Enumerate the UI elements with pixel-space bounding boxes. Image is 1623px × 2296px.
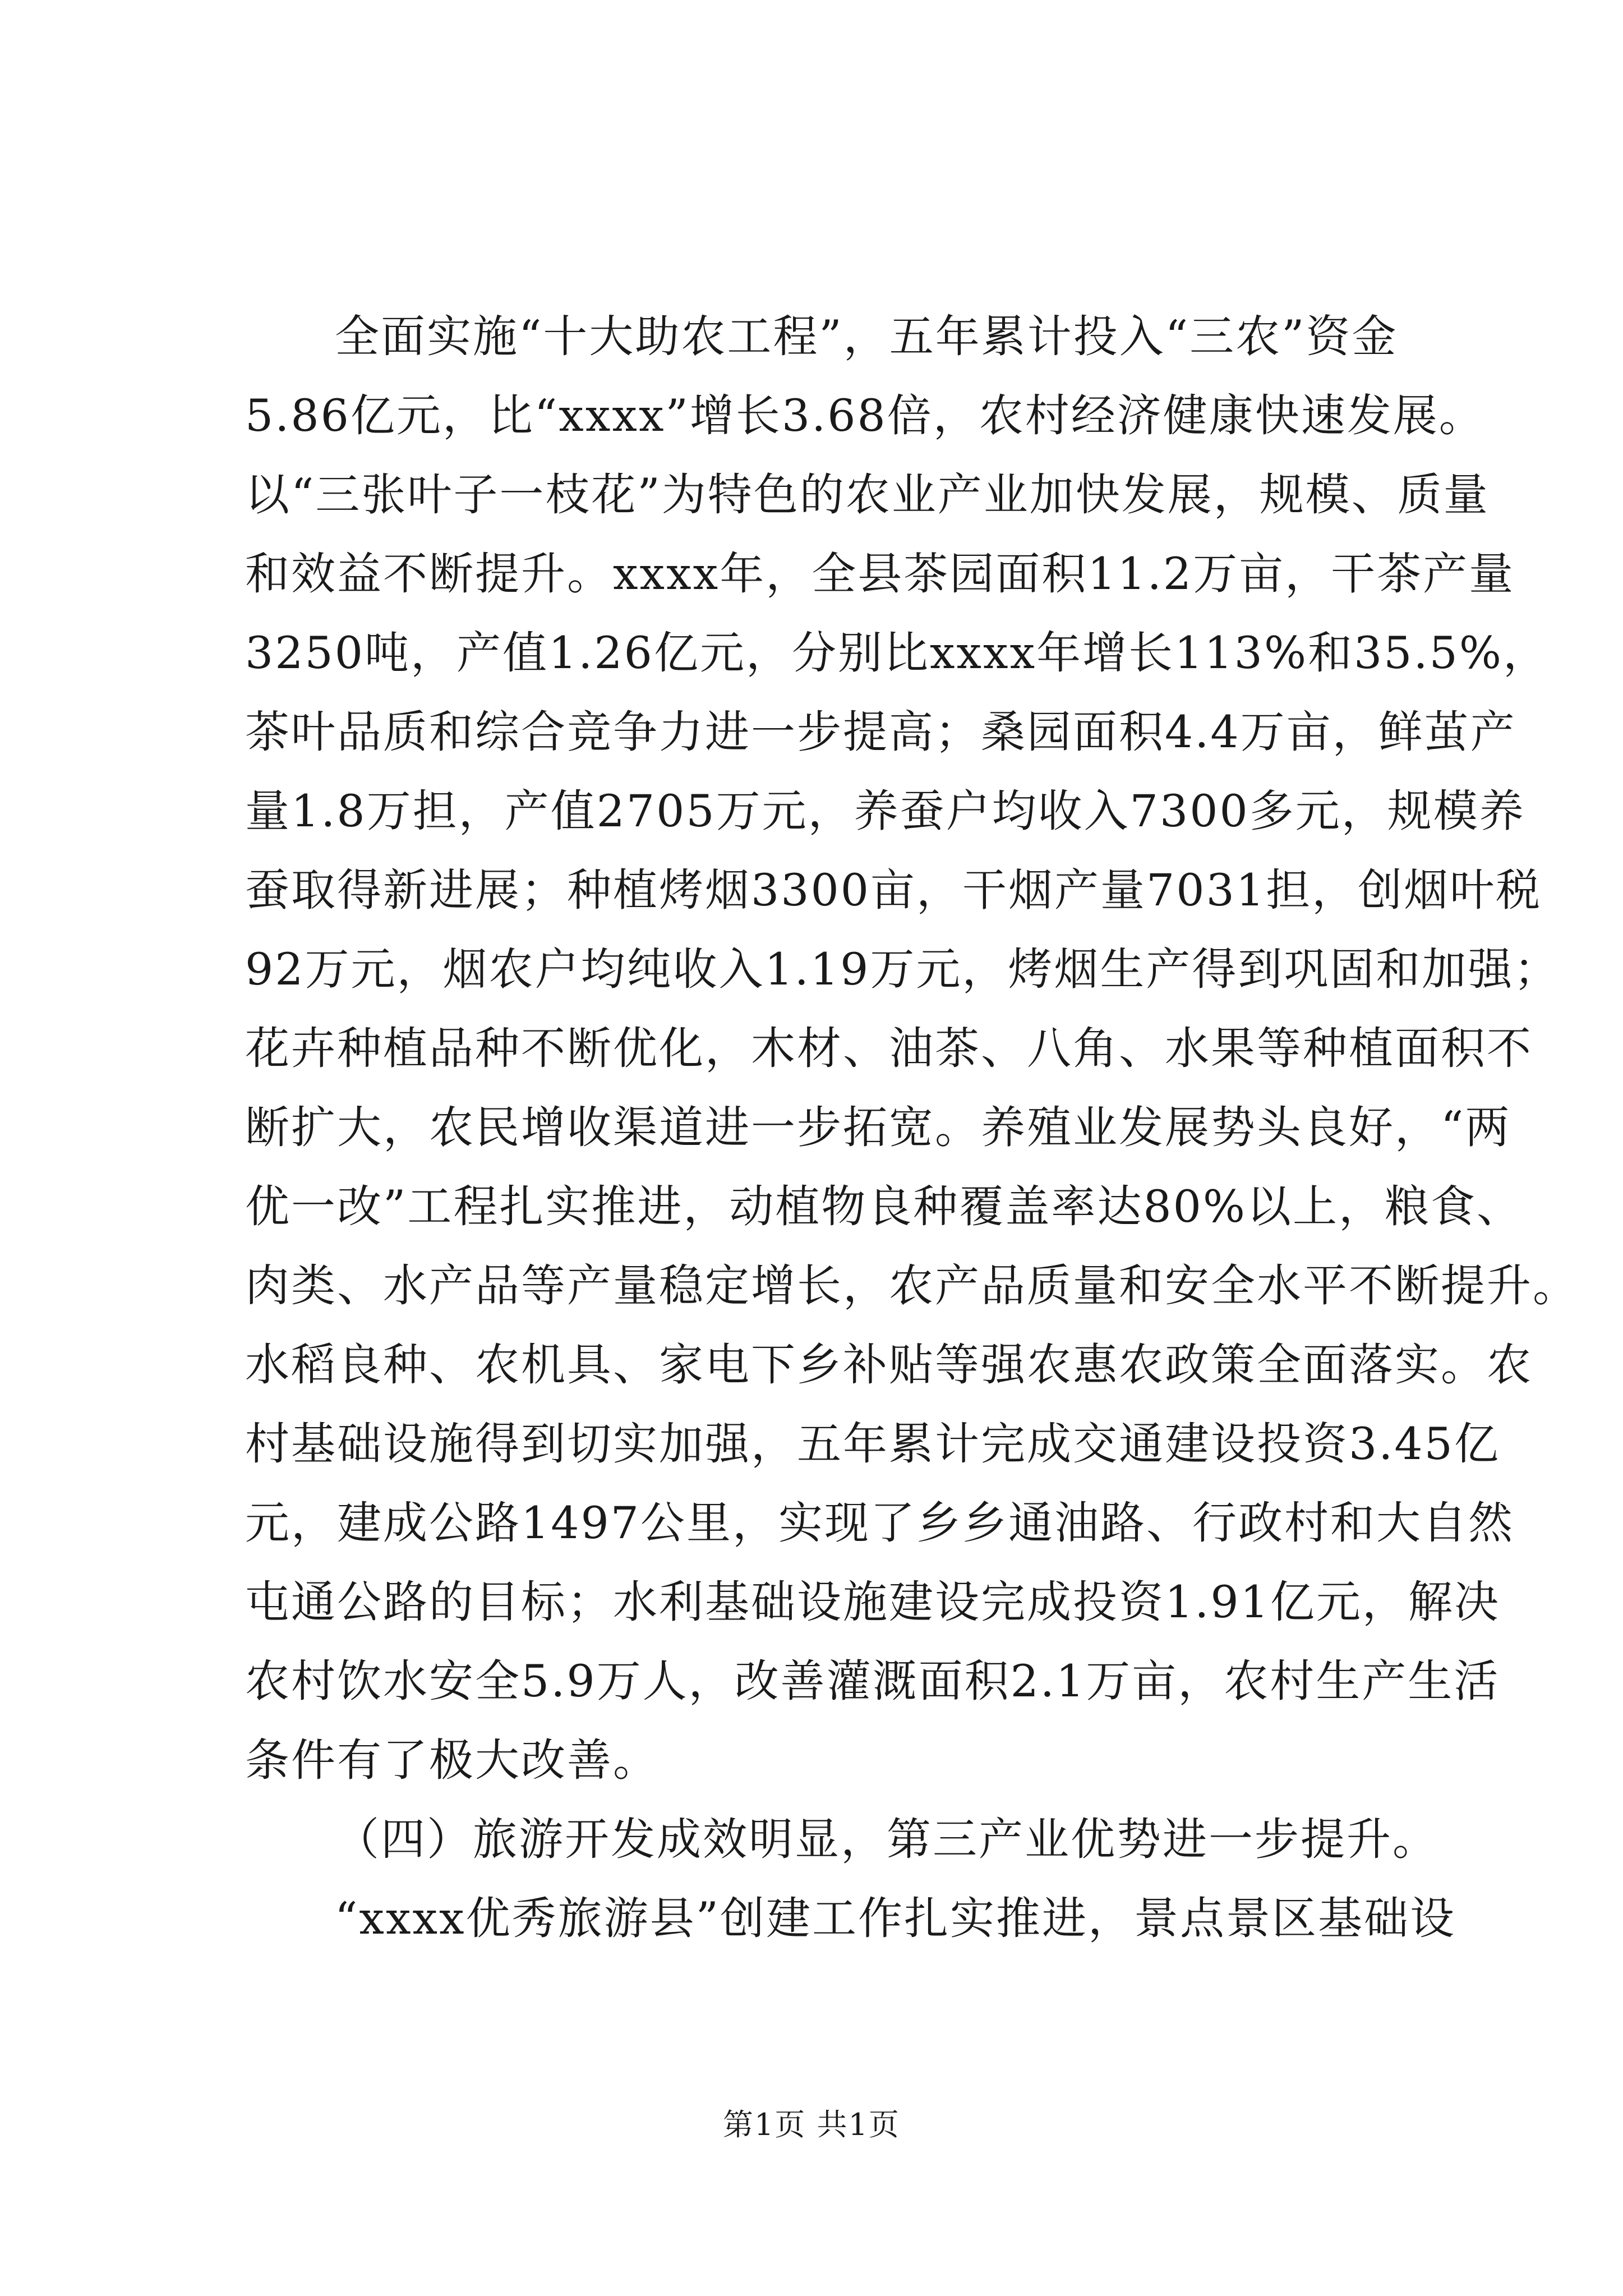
- text-line: 量1.8万担，产值2705万元，养蚕户均收入7300多元，规模养: [245, 785, 1525, 837]
- text-line: 优一改”工程扎实推进，动植物良种覆盖率达80%以上，粮食、: [245, 1181, 1523, 1232]
- text-line: 条件有了极大改善。: [245, 1734, 659, 1786]
- text-line: 茶叶品质和综合竞争力进一步提高；桑园面积4.4万亩，鲜茧产: [245, 706, 1516, 758]
- text-line: 花卉种植品种不断优化，木材、油茶、八角、水果等种植面积不: [245, 1023, 1533, 1074]
- text-line: 和效益不断提升。xxxx年，全县茶园面积11.2万亩，干茶产量: [245, 548, 1515, 600]
- text-line: 屯通公路的目标；水利基础设施建设完成投资1.91亿元，解决: [245, 1576, 1500, 1628]
- text-line: 蚕取得新进展；种植烤烟3300亩，干烟产量7031担，创烟叶税: [245, 864, 1542, 916]
- text-line: 元，建成公路1497公里，实现了乡乡通油路、行政村和大自然: [245, 1497, 1515, 1549]
- text-line: 3250吨，产值1.26亿元，分别比xxxx年增长113%和35.5%，: [245, 627, 1549, 679]
- text-line: 断扩大，农民增收渠道进一步拓宽。养殖业发展势头良好，“两: [245, 1102, 1511, 1153]
- document-body: [245, 297, 1579, 1958]
- text-line: 5.86亿元，比“xxxx”增长3.68倍，农村经济健康快速发展。: [245, 390, 1485, 441]
- text-line: “xxxx优秀旅游县”创建工作扎实推进，景点景区基础设: [335, 1893, 1456, 1944]
- text-line: 以“三张叶子一枝花”为特色的农业产业加快发展，规模、质量: [245, 469, 1490, 521]
- text-line: 全面实施“十大助农工程”，五年累计投入“三农”资金: [335, 311, 1398, 362]
- page-number-footer: 第1页 共1页: [723, 2107, 900, 2142]
- text-line: 村基础设施得到切实加强，五年累计完成交通建设投资3.45亿: [245, 1418, 1500, 1470]
- section-heading: （四）旅游开发成效明显，第三产业优势进一步提升。: [335, 1814, 1438, 1865]
- text-line: 农村饮水安全5.9万人，改善灌溉面积2.1万亩，农村生产生活: [245, 1655, 1500, 1707]
- text-line: 肉类、水产品等产量稳定增长，农产品质量和安全水平不断提升。: [245, 1260, 1579, 1312]
- text-line: 水稻良种、农机具、家电下乡补贴等强农惠农政策全面落实。农: [245, 1339, 1533, 1391]
- text-line: 92万元，烟农户均纯收入1.19万元，烤烟生产得到巩固和加强；: [245, 944, 1560, 995]
